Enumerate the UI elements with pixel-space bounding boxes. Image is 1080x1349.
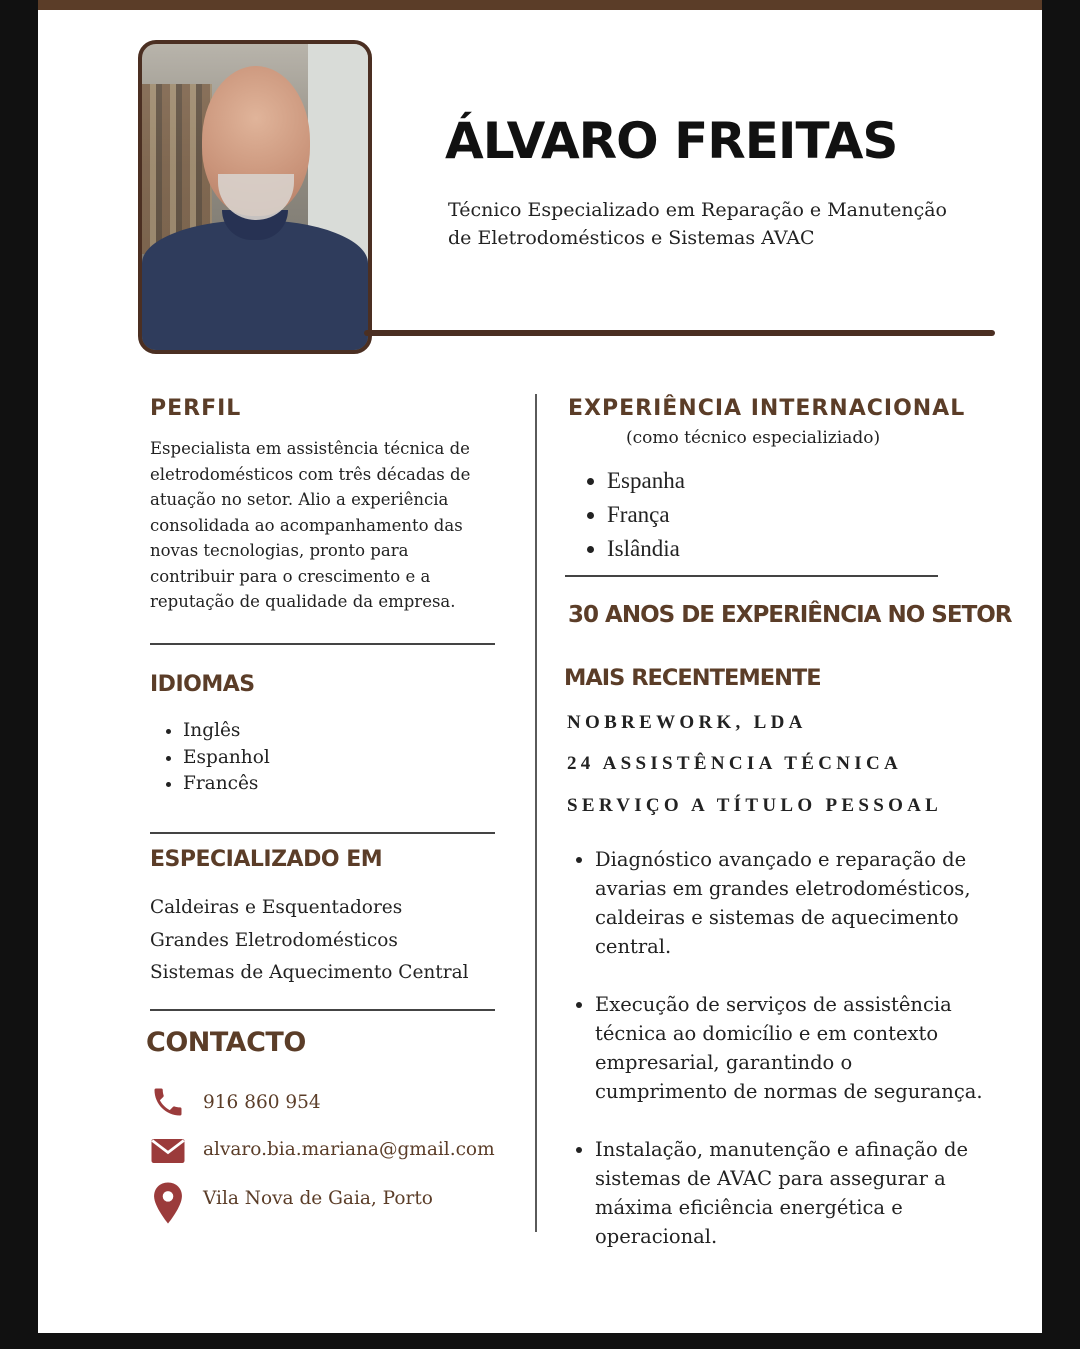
email-text: alvaro.bia.mariana@gmail.com [203,1139,495,1160]
duty-line: central. [595,935,672,958]
duty-line: máxima eficiência energética e [595,1196,903,1219]
column-divider [535,394,537,1232]
phone-text: 916 860 954 [203,1092,321,1113]
list-item [595,1135,1035,1251]
duty-line: empresarial, garantindo o [595,1051,853,1074]
section-divider [565,575,938,577]
job-title [448,196,1008,252]
duty-line: Diagnóstico avançado e reparação de [595,848,967,871]
duty-line: técnica ao domicílio e em contexto [595,1022,939,1045]
list-item: • Islândia [607,532,685,566]
list-item: • Francês [183,771,270,798]
person-name: ÁLVARO FREITAS [445,112,898,170]
perfil-line: atuação no setor. Alio a experiência [150,490,449,509]
duties-list [568,845,1035,1280]
perfil-heading: PERFIL [150,396,242,421]
contacto-heading: CONTACTO [146,1027,306,1058]
profile-photo [138,40,372,354]
cv-page [38,0,1042,1333]
list-item [595,845,1035,961]
job-title-line: de Eletrodomésticos e Sistemas AVAC [448,227,815,249]
duty-line: Execução de serviços de assistência [595,993,952,1016]
top-bar [38,0,1042,10]
idiomas-list [150,718,270,798]
list-item: • Espanha [607,464,685,498]
section-divider [150,1009,495,1011]
idiomas-heading: IDIOMAS [150,672,255,697]
duty-line: operacional. [595,1225,718,1248]
recent-heading: MAIS RECENTEMENTE [564,665,821,691]
country-list [568,464,685,566]
location-text: Vila Nova de Gaia, Porto [203,1188,433,1209]
job-title-line: Técnico Especializado em Reparação e Manutenção [448,199,947,221]
perfil-line: Especialista em assistência técnica de [150,439,470,458]
perfil-text [150,436,505,615]
company-name: 24 ASSISTÊNCIA TÉCNICA [567,753,903,774]
especializado-heading: ESPECIALIZADO EM [150,847,383,872]
perfil-line: eletrodomésticos com três décadas de [150,464,471,484]
duty-line: avarias em grandes eletrodomésticos, [595,877,971,900]
duty-line: cumprimento de normas de segurança. [595,1080,983,1103]
especializado-list [150,892,469,990]
perfil-line: reputação de qualidade da empresa. [150,592,456,611]
experiencia-internacional-heading: EXPERIÊNCIA INTERNACIONAL [568,396,966,421]
mail-icon [150,1136,186,1166]
list-item: Sistemas de Aquecimento Central [150,962,469,983]
perfil-line: novas tecnologias, pronto para [150,541,409,560]
duty-line: caldeiras e sistemas de aquecimento [595,906,959,929]
list-item: Caldeiras e Esquentadores [150,897,403,918]
perfil-line: contribuir para o crescimento e a [150,566,431,586]
experiencia-internacional-subtitle: (como técnico especializiado) [626,428,881,448]
list-item: • Espanhol [183,745,270,772]
duty-line: sistemas de AVAC para assegurar a [595,1167,946,1190]
section-divider [150,643,495,645]
experiencia-heading: 30 ANOS DE EXPERIÊNCIA NO SETOR [568,602,1012,628]
list-item: • França [607,498,685,532]
perfil-line: consolidada ao acompanhamento das [150,515,463,535]
map-pin-icon [150,1181,186,1225]
phone-icon [150,1084,186,1120]
duty-line: Instalação, manutenção e afinação de [595,1138,968,1161]
list-item [595,990,1035,1106]
company-name: NOBREWORK, LDA [567,712,807,733]
section-divider [150,832,495,834]
header-divider [364,330,995,336]
list-item: Grandes Eletrodomésticos [150,929,398,951]
company-name: SERVIÇO A TÍTULO PESSOAL [567,795,943,816]
list-item: • Inglês [183,718,270,745]
